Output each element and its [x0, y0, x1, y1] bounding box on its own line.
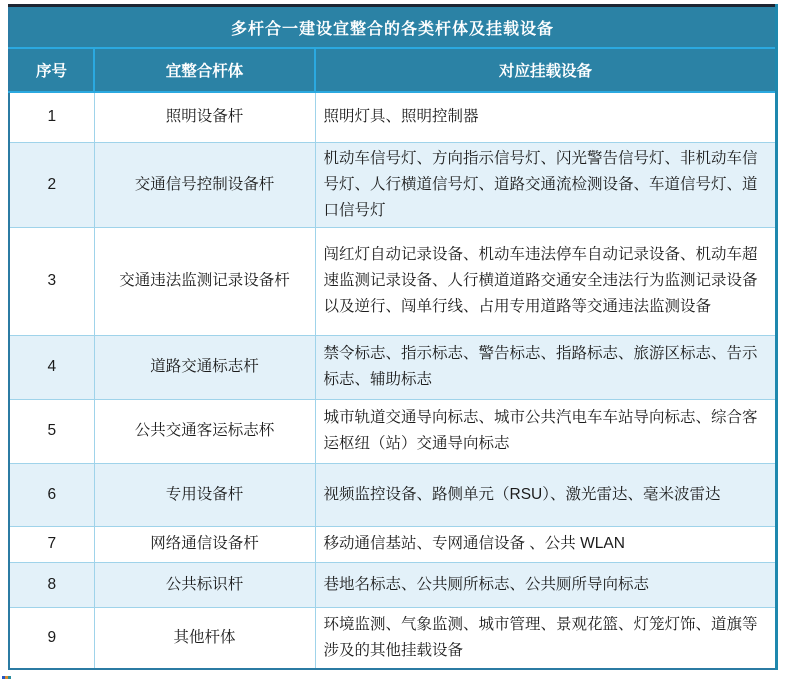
mounted-devices-cell: 机动车信号灯、方向指示信号灯、闪光警告信号灯、非机动车信号灯、人行横道信号灯、道路交通流检测设备、车道信号灯、道口信号灯: [315, 142, 777, 227]
mounted-devices-cell: 环境监测、气象监测、城市管理、景观花篮、灯笼灯饰、道旗等涉及的其他挂载设备: [315, 607, 777, 669]
row-index-cell: 5: [9, 399, 94, 463]
row-index-cell: 8: [9, 562, 94, 607]
pole-type-cell: 网络通信设备杆: [94, 526, 315, 562]
table-row: [9, 607, 777, 669]
mounted-devices-cell: 照明灯具、照明控制器: [315, 92, 777, 142]
mounted-devices-cell: 闯红灯自动记录设备、机动车违法停车自动记录设备、机动车超速监测记录设备、人行横道道路交通安全违法行为监测记录设备以及逆行、闯单行线、占用专用道路等交通违法监测设备: [315, 227, 777, 335]
pole-type-cell: 公共交通客运标志杯: [94, 399, 315, 463]
column-header-mounted-devices: 对应挂载设备: [315, 48, 777, 92]
table-header-row: [9, 48, 777, 92]
column-header-pole-type: 宜整合杆体: [94, 48, 315, 92]
pole-type-cell: 交通违法监测记录设备杆: [94, 227, 315, 335]
mounted-devices-cell: 禁令标志、指示标志、警告标志、指路标志、旅游区标志、告示标志、辅助标志: [315, 335, 777, 399]
row-index-cell: 7: [9, 526, 94, 562]
row-index-cell: 3: [9, 227, 94, 335]
pole-type-cell: 交通信号控制设备杆: [94, 142, 315, 227]
table-row: [9, 227, 777, 335]
table-row: [9, 142, 777, 227]
table-title-row: [9, 6, 777, 49]
pole-type-cell: 专用设备杆: [94, 463, 315, 526]
table-row: [9, 92, 777, 142]
mounted-devices-cell: 视频监控设备、路侧单元（RSU）、激光雷达、毫米波雷达: [315, 463, 777, 526]
table-row: [9, 526, 777, 562]
table-row: [9, 335, 777, 399]
pole-type-cell: 其他杆体: [94, 607, 315, 669]
pole-type-cell: 公共标识杆: [94, 562, 315, 607]
corner-speck-artifact: [2, 676, 11, 679]
table-row: [9, 399, 777, 463]
table-title: 多杆合一建设宜整合的各类杆体及挂载设备: [9, 6, 777, 49]
table-row: [9, 562, 777, 607]
column-header-index: 序号: [9, 48, 94, 92]
mounted-devices-cell: 巷地名标志、公共厕所标志、公共厕所导向标志: [315, 562, 777, 607]
pole-type-cell: 照明设备杆: [94, 92, 315, 142]
table-head: [9, 6, 777, 93]
table-row: [9, 463, 777, 526]
mounted-devices-cell: 移动通信基站、专网通信设备 、公共 WLAN: [315, 526, 777, 562]
row-index-cell: 2: [9, 142, 94, 227]
row-index-cell: 4: [9, 335, 94, 399]
mounted-devices-cell: 城市轨道交通导向标志、城市公共汽电车车站导向标志、综合客运枢纽（站）交通导向标志: [315, 399, 777, 463]
row-index-cell: 1: [9, 92, 94, 142]
row-index-cell: 6: [9, 463, 94, 526]
pole-type-cell: 道路交通标志杆: [94, 335, 315, 399]
pole-equipment-table: [8, 4, 778, 670]
table-body: [9, 92, 777, 669]
row-index-cell: 9: [9, 607, 94, 669]
